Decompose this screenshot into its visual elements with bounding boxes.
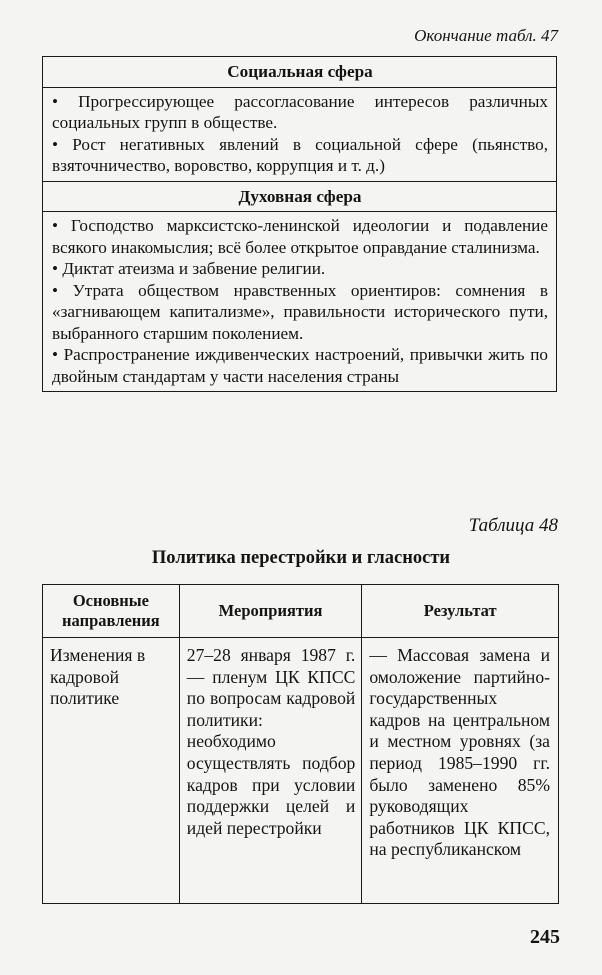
- table-title: Политика перестройки и гласности: [151, 548, 451, 568]
- social-sphere-content: [43, 87, 557, 181]
- table-label: Таблица 48: [468, 515, 558, 536]
- page-number: 245: [530, 926, 560, 948]
- spiritual-sphere-heading: Духовная сфера: [43, 181, 557, 212]
- cell-measures: 27–28 января 1987 г. — пленум ЦК КПСС по вопросам кадровой политики: необходимо осуществлять подбор кадров при условии поддержки целей и идей перестройки: [179, 638, 362, 904]
- list-item: • Рост негативных явлений в социальной сфере (пьянство, взяточничество, воровство, коррупция и т. д.): [52, 134, 548, 175]
- spiritual-sphere-content: [43, 212, 557, 392]
- table-47-continuation: [42, 56, 557, 392]
- social-sphere-heading: Социальная сфера: [43, 57, 557, 88]
- table-48: [42, 584, 559, 904]
- cell-result: — Массовая замена и омоложение партийно-государственных кадров на центральном и местном уровнях (за период 1985–1990 гг. было заменено 85% руководящих работников ЦК КПСС, на республиканском: [362, 638, 559, 904]
- cell-direction: Изменения в кадровой политике: [43, 638, 180, 904]
- column-header-directions: Основные направления: [43, 585, 180, 638]
- column-header-result: Результат: [362, 585, 559, 638]
- list-item: • Прогрессирующее рассогласование интересов различных социальных групп в обществе.: [52, 91, 548, 132]
- column-header-measures: Мероприятия: [179, 585, 362, 638]
- list-item: • Утрата обществом нравственных ориентиров: сомнения в «загнивающем капитализме», правильности исторического пути, выбранного старшим поколением.: [52, 280, 548, 343]
- continuation-caption: Окончание табл. 47: [414, 26, 558, 45]
- list-item: • Диктат атеизма и забвение религии.: [52, 259, 326, 278]
- table-row: [43, 638, 559, 904]
- list-item: • Распространение иждивенческих настроений, привычки жить по двойным стандартам у части населения страны: [52, 345, 548, 386]
- list-item: • Господство марксистско-ленинской идеологии и подавление всякого инакомыслия; всё более открытое оправдание сталинизма.: [52, 216, 548, 257]
